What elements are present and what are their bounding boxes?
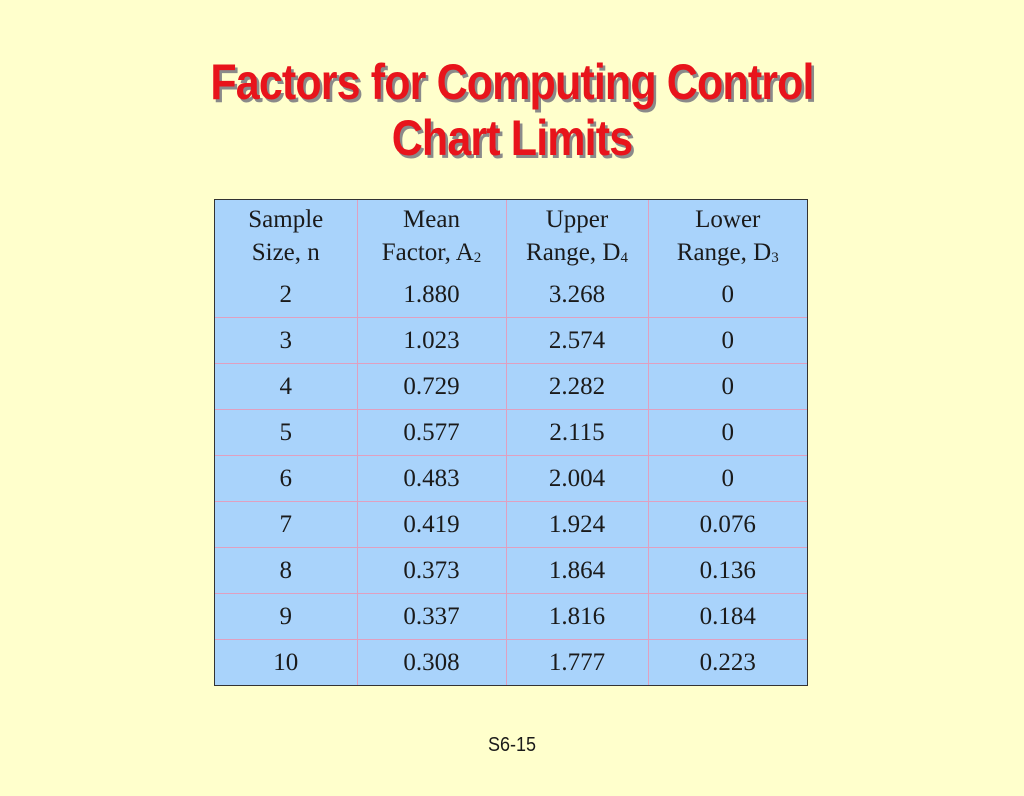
cell-upper-range: 3.268 [506, 272, 648, 318]
cell-lower-range: 0.223 [648, 640, 807, 686]
header-subscript: 3 [771, 250, 779, 266]
table-row [215, 272, 807, 318]
table-row [215, 548, 807, 594]
header-line: Size, n [251, 239, 320, 266]
cell-mean-factor: 0.577 [357, 410, 506, 456]
table-row [215, 640, 807, 686]
table-row [215, 318, 807, 364]
header-line: Lower [695, 206, 761, 233]
cell-mean-factor: 0.373 [357, 548, 506, 594]
cell-upper-range: 2.004 [506, 456, 648, 502]
table-row [215, 364, 807, 410]
header-line: Range, D [526, 239, 621, 266]
header-subscript: 2 [473, 250, 482, 266]
factors-table [215, 200, 807, 685]
cell-lower-range: 0.136 [648, 548, 807, 594]
cell-lower-range: 0.076 [648, 502, 807, 548]
cell-mean-factor: 0.419 [357, 502, 506, 548]
cell-mean-factor: 1.023 [357, 318, 506, 364]
cell-mean-factor: 0.729 [357, 364, 506, 410]
header-line: Factor, A [381, 239, 474, 266]
control-chart-factors-table [214, 199, 808, 686]
cell-sample-size: 8 [215, 548, 357, 594]
cell-sample-size: 2 [279, 280, 292, 308]
header-sample-size [215, 200, 357, 272]
slide-title-line-2: Chart Limits [391, 109, 633, 166]
header-subscript: 4 [620, 250, 628, 266]
header-upper-range [506, 200, 648, 272]
cell-lower-range: 0 [648, 364, 807, 410]
header-line: Sample [248, 206, 324, 233]
table-row [215, 456, 807, 502]
slide-title [72, 54, 953, 166]
cell-upper-range: 1.816 [506, 594, 648, 640]
cell-sample-size: 3 [215, 318, 357, 364]
cell-upper-range: 2.115 [506, 410, 648, 456]
cell-sample-size: 6 [215, 456, 357, 502]
cell-upper-range: 2.574 [506, 318, 648, 364]
cell-upper-range: 1.864 [506, 548, 648, 594]
header-line: Range, D [676, 239, 772, 266]
cell-upper-range: 1.777 [506, 640, 648, 686]
table-row [215, 502, 807, 548]
header-line: Mean [403, 206, 460, 233]
cell-upper-range: 2.282 [506, 364, 648, 410]
cell-sample-size: 10 [215, 640, 357, 686]
table-header-row [215, 200, 807, 272]
cell-mean-factor: 0.337 [357, 594, 506, 640]
cell-lower-range: 0 [648, 456, 807, 502]
header-line: Upper [545, 206, 609, 233]
cell-lower-range: 0.184 [648, 594, 807, 640]
cell-sample-size: 9 [215, 594, 357, 640]
table-row [215, 594, 807, 640]
cell-sample-size: 4 [215, 364, 357, 410]
table-row [215, 410, 807, 456]
cell-lower-range: 0 [648, 410, 807, 456]
cell-sample-size: 5 [215, 410, 357, 456]
cell-lower-range: 0 [648, 318, 807, 364]
slide-number: S6-15 [487, 734, 537, 756]
header-lower-range [648, 200, 807, 272]
header-mean-factor [357, 200, 506, 272]
cell-lower-range: 0 [648, 272, 807, 318]
cell-mean-factor: 0.483 [357, 456, 506, 502]
cell-upper-range: 1.924 [506, 502, 648, 548]
slide-title-line-1: Factors for Computing Control [210, 53, 814, 110]
cell-mean-factor: 1.880 [357, 272, 506, 318]
cell-mean-factor: 0.308 [357, 640, 506, 686]
cell-sample-size: 7 [215, 502, 357, 548]
